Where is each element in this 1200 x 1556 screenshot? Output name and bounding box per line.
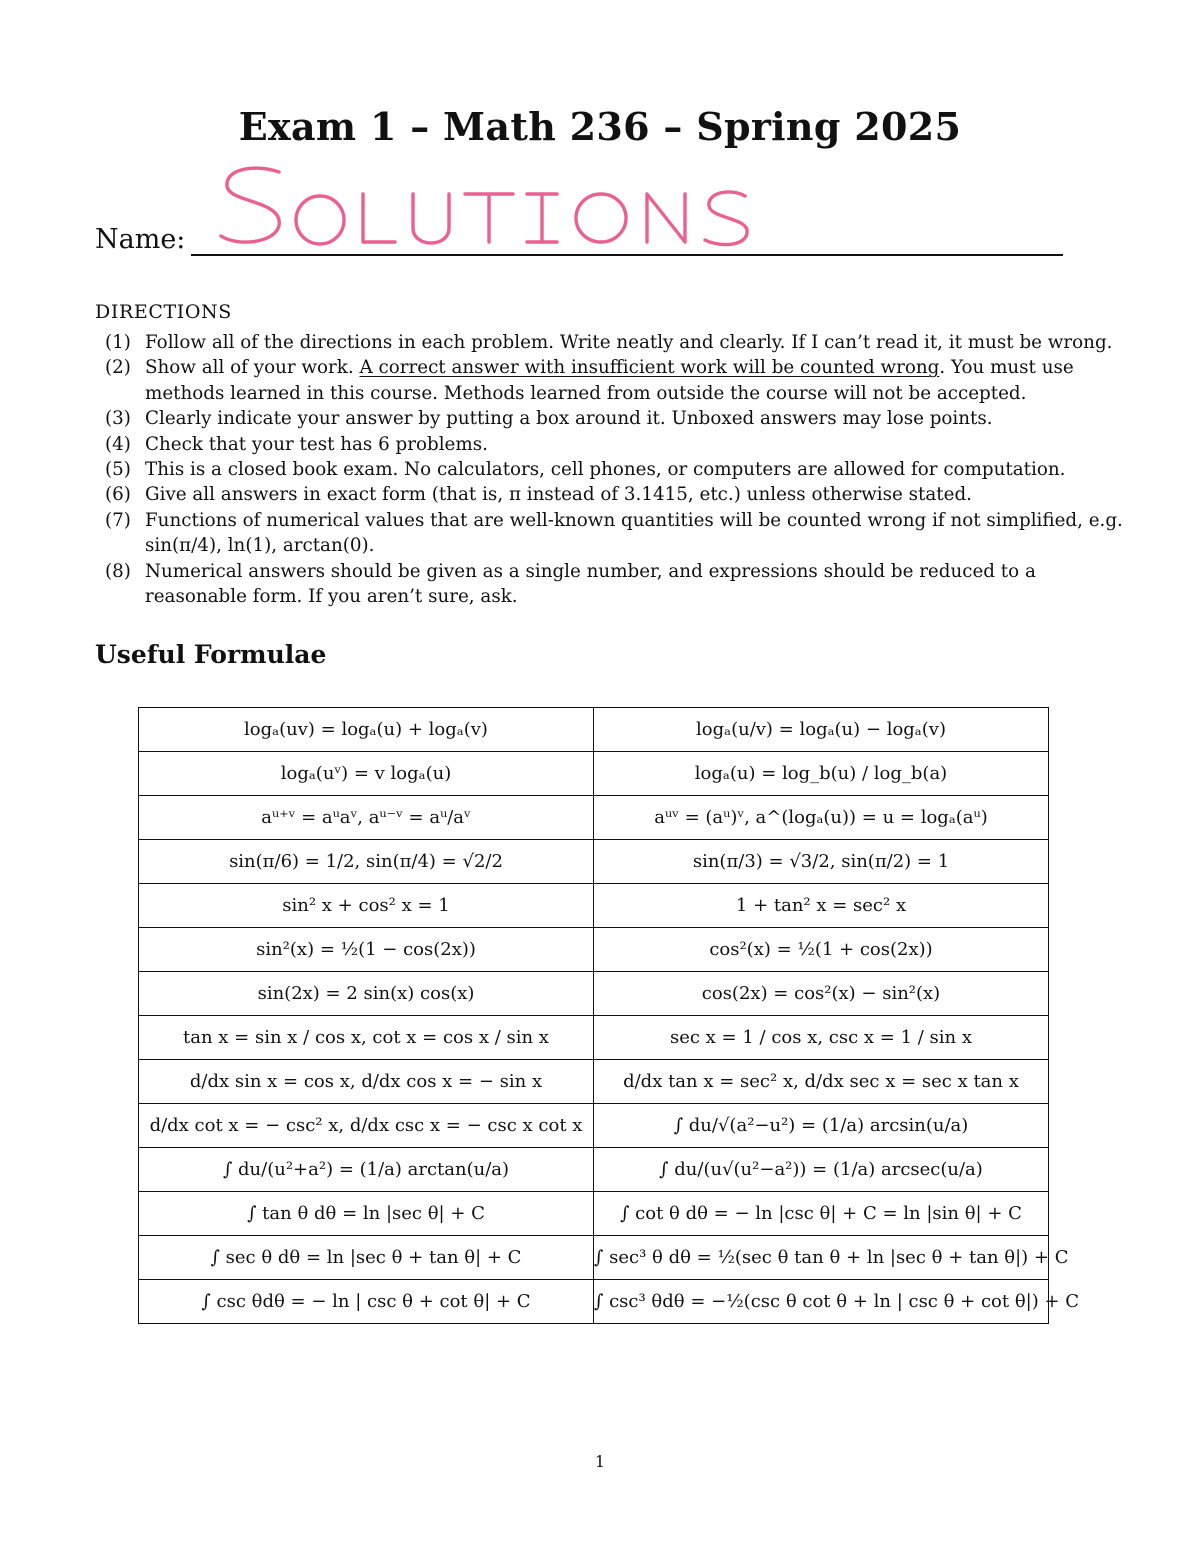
direction-item: (3) Clearly indicate your answer by putting a box around it. Unboxed answers may lose points.	[105, 408, 993, 430]
direction-item: (6) Give all answers in exact form (that is, π instead of 3.1415, etc.) unless otherwise stated.	[105, 484, 972, 506]
formula-cell: sin(π/3) = √3/2, sin(π/2) = 1	[594, 840, 1049, 884]
formula-cell: aᵘ⁺ᵛ = aᵘaᵛ, aᵘ⁻ᵛ = aᵘ/aᵛ	[139, 796, 594, 840]
table-row	[139, 1280, 1049, 1324]
formula-cell: ∫ tan θ dθ = ln |sec θ| + C	[139, 1192, 594, 1236]
formula-cell: ∫ du/(u√(u²−a²)) = (1/a) arcsec(u/a)	[594, 1148, 1049, 1192]
formula-cell: sin(2x) = 2 sin(x) cos(x)	[139, 972, 594, 1016]
table-row	[139, 1148, 1049, 1192]
name-row	[95, 168, 975, 268]
formula-cell: ∫ du/√(a²−u²) = (1/a) arcsin(u/a)	[594, 1104, 1049, 1148]
table-row	[139, 1104, 1049, 1148]
formula-cell: cos²(x) = ½(1 + cos(2x))	[594, 928, 1049, 972]
formula-cell: sin²(x) = ½(1 − cos(2x))	[139, 928, 594, 972]
direction-item: (2) Show all of your work. A correct answer with insufficient work will be counted wrong. You must use methods learned in this course. Methods learned from outside the course will not be accepted.	[105, 357, 1074, 404]
formula-cell: ∫ du/(u²+a²) = (1/a) arctan(u/a)	[139, 1148, 594, 1192]
formula-table	[138, 707, 1080, 1324]
handwritten-solutions	[217, 162, 827, 254]
formula-cell: logₐ(uv) = logₐ(u) + logₐ(v)	[139, 708, 594, 752]
directions-heading: DIRECTIONS	[95, 301, 232, 323]
direction-item: (4) Check that your test has 6 problems.	[105, 433, 488, 455]
formula-cell: cos(2x) = cos²(x) − sin²(x)	[594, 972, 1049, 1016]
formula-cell: sin(π/6) = 1/2, sin(π/4) = √2/2	[139, 840, 594, 884]
name-underline	[191, 254, 1063, 256]
formulae-heading: Useful Formulae	[95, 640, 327, 669]
formula-cell: ∫ csc θdθ = − ln | csc θ + cot θ| + C	[139, 1280, 594, 1324]
formula-cell: ∫ cot θ dθ = − ln |csc θ| + C = ln |sin θ| + C	[594, 1192, 1049, 1236]
table-row	[139, 972, 1049, 1016]
table-row	[139, 1060, 1049, 1104]
underlined-warning: A correct answer with insufficient work will be counted wrong	[359, 357, 940, 379]
table-row	[139, 1192, 1049, 1236]
direction-item: (8) Numerical answers should be given as a single number, and expressions should be reduced to a reasonable form. If you aren’t sure, ask.	[105, 560, 1036, 608]
page-number: 1	[594, 1452, 606, 1471]
table-row	[139, 928, 1049, 972]
formula-cell: logₐ(uᵛ) = v logₐ(u)	[139, 752, 594, 796]
formula-cell: ∫ csc³ θdθ = −½(csc θ cot θ + ln | csc θ + cot θ|) + C	[594, 1280, 1049, 1324]
name-label: Name:	[95, 224, 186, 255]
table-row	[139, 1236, 1049, 1280]
formula-cell: ∫ sec³ θ dθ = ½(sec θ tan θ + ln |sec θ + tan θ|) + C	[594, 1236, 1049, 1280]
direction-item: (5) This is a closed book exam. No calculators, cell phones, or computers are allowed for computation.	[105, 459, 1066, 481]
table-row	[139, 708, 1049, 752]
formula-cell: sec x = 1 / cos x, csc x = 1 / sin x	[594, 1016, 1049, 1060]
direction-item: (1) Follow all of the directions in each problem. Write neatly and clearly. If I can’t read it, it must be wrong.	[105, 332, 1113, 353]
formula-cell: ∫ sec θ dθ = ln |sec θ + tan θ| + C	[139, 1236, 594, 1280]
table-row	[139, 1016, 1049, 1060]
formula-cell: d/dx sin x = cos x, d/dx cos x = − sin x	[139, 1060, 594, 1104]
formula-cell: tan x = sin x / cos x, cot x = cos x / sin x	[139, 1016, 594, 1060]
table-row	[139, 752, 1049, 796]
direction-item: (7) Functions of numerical values that are well-known quantities will be counted wrong if not simplified, e.g. sin(π/4), ln(1), arctan(0).	[105, 509, 1123, 557]
formula-cell: 1 + tan² x = sec² x	[594, 884, 1049, 928]
directions-list	[95, 330, 1125, 609]
formula-cell: d/dx tan x = sec² x, d/dx sec x = sec x tan x	[594, 1060, 1049, 1104]
formula-cell: logₐ(u) = log_b(u) / log_b(a)	[594, 752, 1049, 796]
formula-cell: sin² x + cos² x = 1	[139, 884, 594, 928]
table-row	[139, 840, 1049, 884]
formula-cell: logₐ(u/v) = logₐ(u) − logₐ(v)	[594, 708, 1049, 752]
table-row	[139, 884, 1049, 928]
formula-cell: d/dx cot x = − csc² x, d/dx csc x = − csc x cot x	[139, 1104, 594, 1148]
table-row	[139, 796, 1049, 840]
exam-title: Exam 1 – Math 236 – Spring 2025	[238, 104, 962, 149]
formula-cell: aᵘᵛ = (aᵘ)ᵛ, a^(logₐ(u)) = u = logₐ(aᵘ)	[594, 796, 1049, 840]
